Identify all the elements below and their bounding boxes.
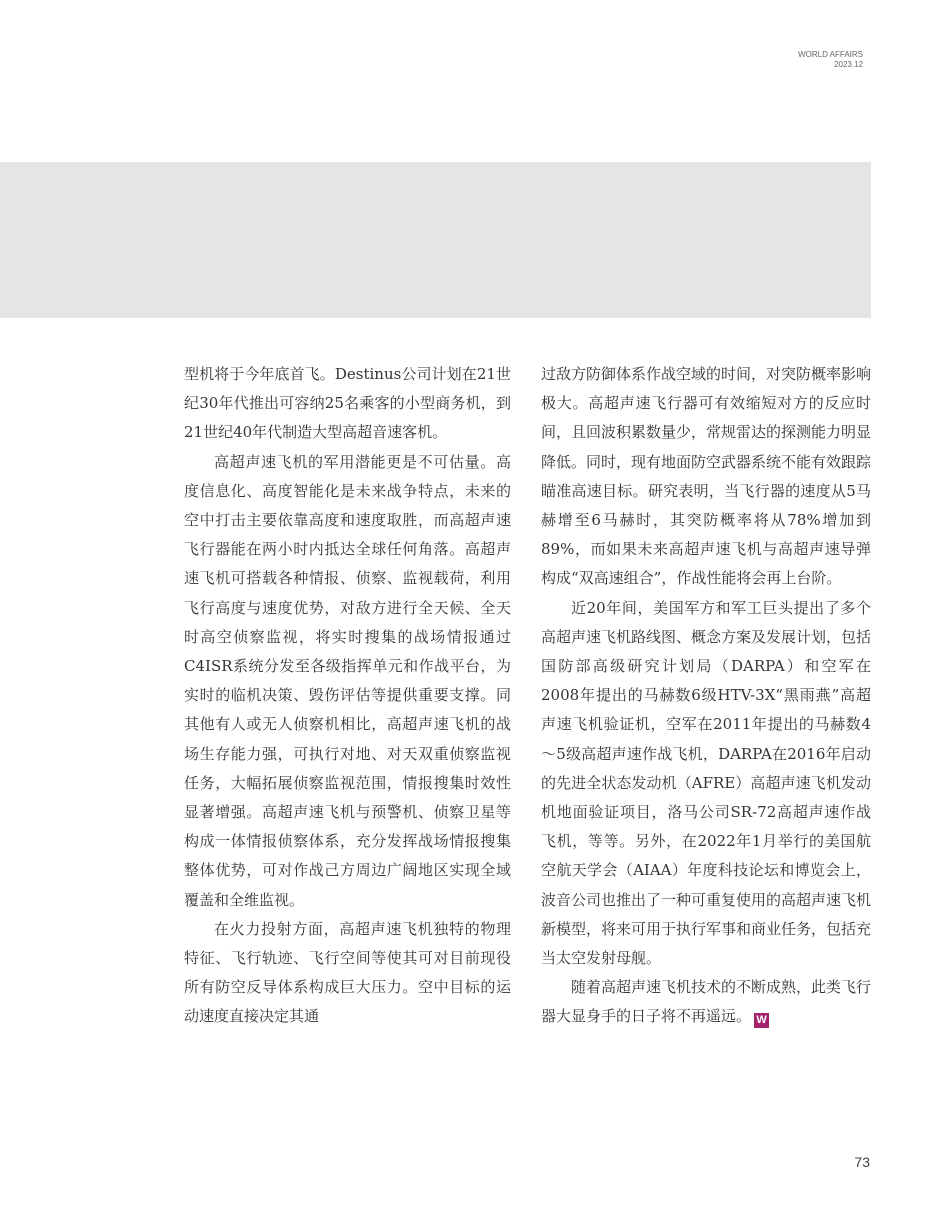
running-head: [798, 50, 863, 70]
paragraph: 过敌方防御体系作战空域的时间，对突防概率影响极大。高超声速飞行器可有效缩短对方的反应时间，且回波积累数量少，常规雷达的探测能力明显降低。同时，现有地面防空武器系统不能有效跟踪瞄准高速目标。研究表明，当飞行器的速度从5马赫增至6马赫时，其突防概率将从78%增加到89%，而如果未来高超声速飞机与高超声速导弹构成“双高速组合”，作战性能将会再上台阶。: [541, 365, 872, 588]
paragraph-final: [541, 973, 871, 1031]
paragraph: 在火力投射方面，高超声速飞机独特的物理特征、飞行轨迹、飞行空间等使其可对目前现役所有防空反导体系构成巨大压力。空中目标的运动速度直接决定其通: [184, 919, 511, 1026]
issue-date: 2023.12: [834, 60, 863, 69]
end-mark-icon: W: [754, 1013, 769, 1028]
image-placeholder-band: [0, 162, 871, 318]
paragraph: 型机将于今年底首飞。Destinus公司计划在21世纪30年代推出可容纳25名乘客的小型商务机，到21世纪40年代制造大型高超音速客机。: [184, 365, 511, 442]
left-column: [184, 360, 511, 1032]
right-column: [541, 360, 871, 1032]
magazine-name: WORLD AFFAIRS: [798, 50, 863, 59]
paragraph: 近20年间，美国军方和军工巨头提出了多个高超声速飞机路线图、概念方案及发展计划，包括国防部高级研究计划局（DARPA）和空军在2008年提出的马赫数6级HTV-3X“黑雨燕”高超声速飞机验证机，空军在2011年提出的马赫数4～5级高超声速作战飞机，DARPA在2016年启动的先进全状态发动机（AFRE）高超声速飞机发动机地面验证项目，洛马公司SR-72高超声速作战飞机，等等。另外，在2022年1月举行的美国航空航天学会（AIAA）年度科技论坛和博览会上，波音公司也推出了一种可重复使用的高超声速飞机新模型，将来可用于执行军事和商业任务，包括充当太空发射母舰。: [541, 598, 872, 968]
page-number: 73: [854, 1154, 870, 1170]
paragraph-text: 随着高超声速飞机技术的不断成熟，此类飞行器大显身手的日子将不再遥远。: [541, 978, 872, 1026]
paragraph: 高超声速飞机的军用潜能更是不可估量。高度信息化、高度智能化是未来战争特点，未来的空中打击主要依靠高度和速度取胜，而高超声速飞行器能在两小时内抵达全球任何角落。高超声速飞机可搭载各种情报、侦察、监视载荷，利用飞行高度与速度优势，对敌方进行全天候、全天时高空侦察监视，将实时搜集的战场情报通过C4ISR系统分发至各级指挥单元和作战平台，为实时的临机决策、毁伤评估等提供重要支撑。同其他有人或无人侦察机相比，高超声速飞机的战场生存能力强，可执行对地、对天双重侦察监视任务，大幅拓展侦察监视范围，情报搜集时效性显著增强。高超声速飞机与预警机、侦察卫星等构成一体情报侦察体系，充分发挥战场情报搜集整体优势，可对作战己方周边广阔地区实现全域覆盖和全维监视。: [184, 452, 511, 909]
